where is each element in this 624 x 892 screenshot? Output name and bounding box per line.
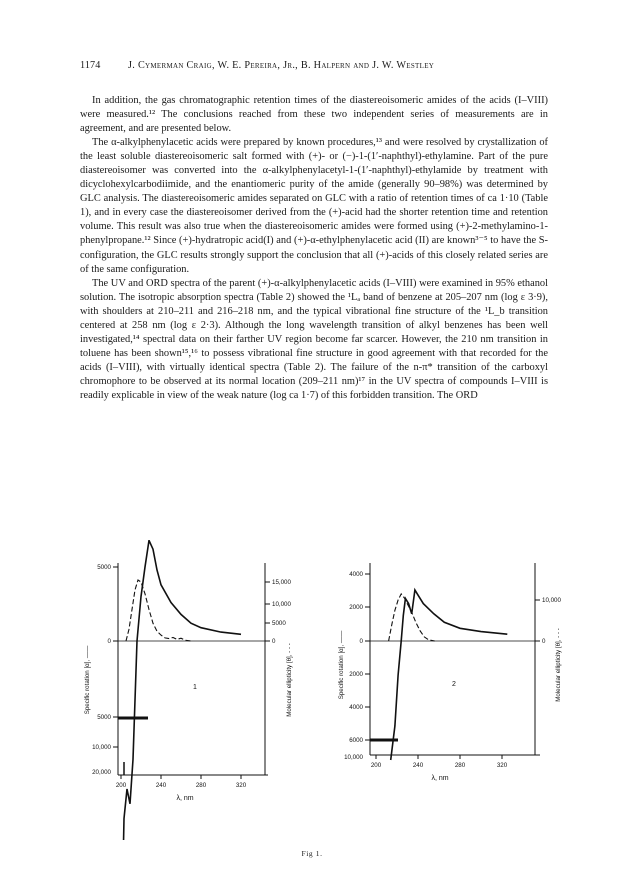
panel-1-labels (84, 564, 293, 802)
figure-caption: Fig 1. (301, 849, 323, 858)
x-tick-label: 200 (115, 782, 127, 789)
paragraph: In addition, the gas chromatographic retention times of the diastereoisomeric amides of the acids (I–VIII) were measured.¹² The conclusions reached from these two independent series of measurements are in agreement, and are presented below. (80, 95, 548, 135)
y-tick-label: 4000 (349, 704, 363, 711)
x-axis-label: λ, nm (431, 775, 449, 782)
x-tick-label: 240 (412, 762, 424, 769)
body-text (80, 94, 548, 403)
y-axis-label-right: Molecular ellipticity [θ], - - - (555, 628, 562, 702)
panel-2 (365, 563, 540, 759)
y-right-tick-label: 5000 (272, 620, 286, 627)
y-tick-label: 0 (359, 638, 363, 645)
curve-specific-rotation (391, 590, 508, 760)
y-right-tick-label: 10,000 (542, 597, 561, 604)
y-right-tick-label: 0 (272, 638, 276, 645)
y-tick-label: 4000 (349, 571, 363, 578)
y-tick-label: 2000 (349, 671, 363, 678)
x-tick-label: 320 (235, 782, 247, 789)
y-axis-label-right: Molecular ellipticity [θ], - - - (286, 643, 293, 717)
x-tick-label: 280 (454, 762, 466, 769)
panel-label: 2 (452, 681, 456, 688)
page-number: 1174 (80, 60, 101, 71)
y-right-tick-label: 10,000 (272, 601, 291, 608)
x-tick-label: 240 (155, 782, 167, 789)
y-tick-label: 0 (107, 638, 111, 645)
y-tick-label: 10,000 (344, 754, 363, 761)
panel-label: 1 (193, 684, 197, 691)
x-tick-label: 320 (496, 762, 508, 769)
y-tick-label: 5000 (97, 714, 111, 721)
curve-molecular-ellipticity (126, 580, 191, 641)
x-axis-label: λ, nm (176, 795, 194, 802)
curve-molecular-ellipticity (389, 594, 435, 641)
y-tick-label: 5000 (97, 564, 111, 571)
y-tick-label: 10,000 (92, 744, 111, 751)
y-tick-label: 6000 (349, 737, 363, 744)
running-header-authors: J. Cymerman Craig, W. E. Pereira, Jr., B. Halpern and J. W. Westley (128, 60, 435, 71)
x-tick-label: 280 (195, 782, 207, 789)
y-tick-label: 2000 (349, 604, 363, 611)
paragraph: The α-alkylphenylacetic acids were prepared by known procedures,¹³ and were resolved by crystallization of the least soluble diastereoisomeric salt formed with (+)- or (−)-1-(1′-naphthyl)-ethylamine. Part of the pure diastereoisomer was converted into the α-alkylphenylacetyl-1-(1′-naphthyl)-ethylamide by treatment with dicyclohexylcarbodiimide, and the enantiomeric purity of the amide (generally 90–98%) was determined by GLC analysis. The diastereoisomeric amides separated on GLC with a ratio of retention times of ca 1·10 (Table 1), and in every case the diastereoisomer derived from the (+)-acid had the shorter retention time and retention volume. This result was also true when the diastereoisomeric amides were formed using (+)-2-methylamino-1-phenylpropane.¹² Since (+)-hydratropic acid(I) and (+)-α-ethylphenylacetic acid (II) are known³⁻⁵ to have the S-configuration, the GLC results strongly support the conclusion that all (+)-acids of this closely related series are of the same configuration. (80, 137, 548, 275)
panel-2-labels (338, 571, 562, 782)
figure-1 (0, 540, 624, 840)
paragraph: The UV and ORD spectra of the parent (+)-α-alkylphenylacetic acids (I–VIII) were examined in 95% ethanol solution. The isotropic absorption spectra (Table 2) showed the ¹Lₐ band of benzene at 205–207 nm (log ε 3·9), with shoulders at 210–211 and 216–218 nm, and the typical vibrational fine structure of the ¹L_b transition centered at 258 nm (log ε 2·3). Although the long wavelength transition of alkyl benzenes has been well investigated,¹⁴ spectral data on their farther UV region become far scarcer. However, the 210 nm transition in toluene has been shown¹⁵,¹⁶ to possess vibrational fine structure in good agreement with that recorded for the acids (I–VIII), with virtually identical spectra (Table 2). The failure of the n-π* transition of the carboxyl chromophore to be observed at its normal location (209–211 nm)¹⁷ in the UV spectra of compounds I–VIII is readily explicable in view of the weak nature (log ca 1·7) of this forbidden transition. The ORD (80, 277, 548, 401)
y-tick-label: 20,000 (92, 769, 111, 776)
x-tick-label: 200 (370, 762, 382, 769)
y-axis-label-left: Specific rotation [α], —— (84, 645, 91, 715)
y-right-tick-label: 0 (542, 638, 546, 645)
y-axis-label-left: Specific rotation [α], —— (338, 630, 345, 700)
y-right-tick-label: 15,000 (272, 579, 291, 586)
